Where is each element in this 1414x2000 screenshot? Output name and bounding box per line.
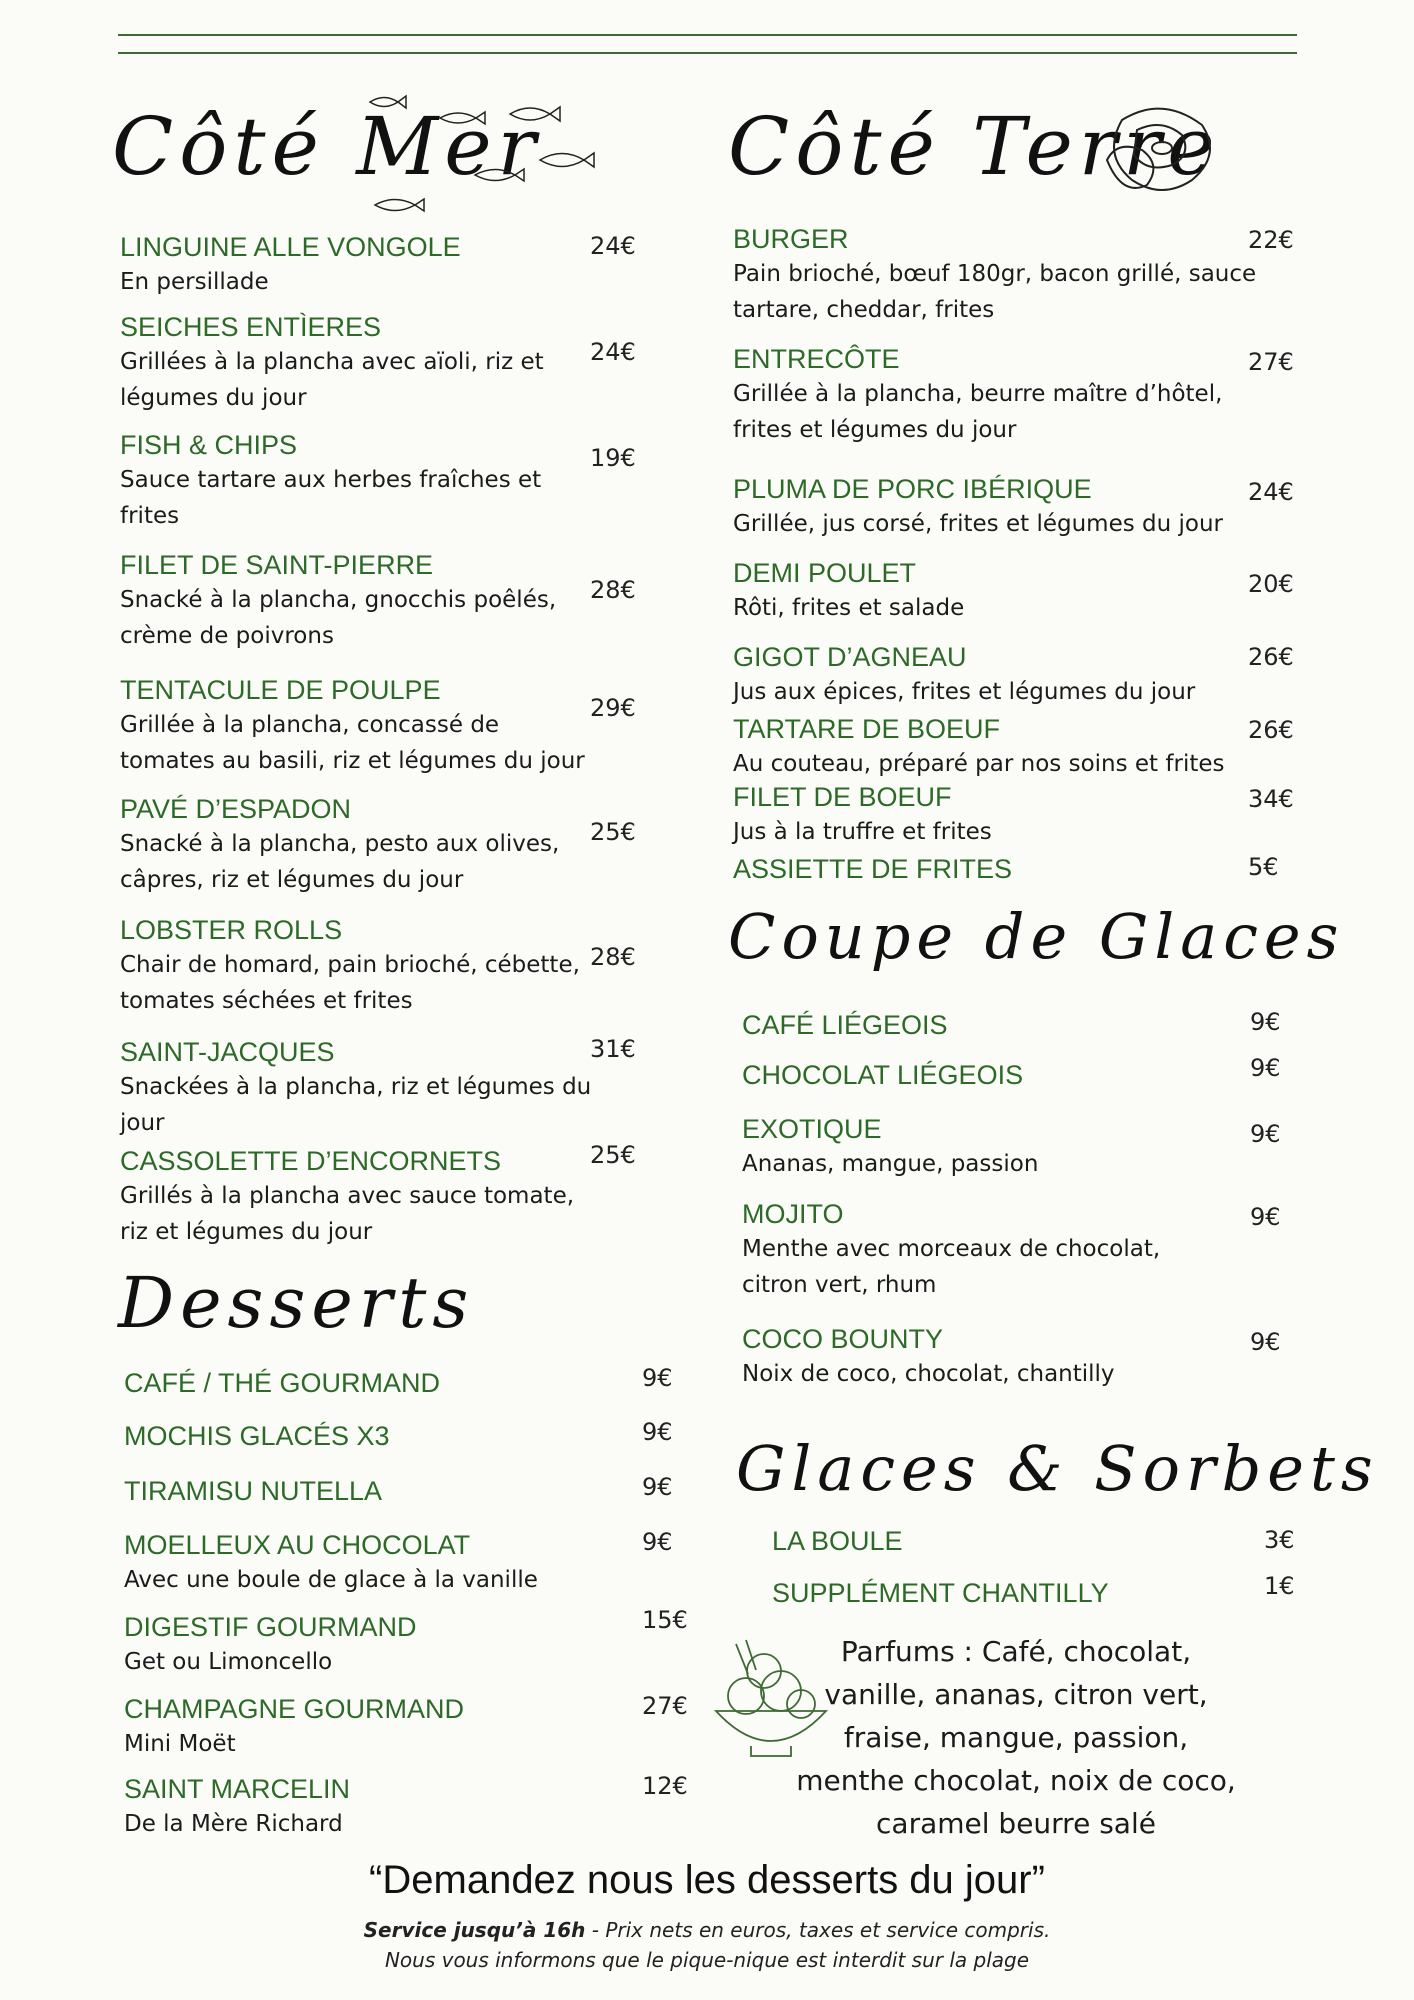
mer-item xyxy=(120,310,600,416)
item-name: TENTACULE DE POULPE xyxy=(120,675,441,705)
item-description: Snacké à la plancha, pesto aux olives, câpres, riz et légumes du jour xyxy=(120,831,560,893)
item-name: CAFÉ LIÉGEOIS xyxy=(742,1010,948,1040)
item-price: 3€ xyxy=(1264,1526,1295,1554)
item-price: 5€ xyxy=(1248,853,1279,881)
mer-item xyxy=(120,673,600,779)
item-name: FILET DE BOEUF xyxy=(733,782,952,812)
top-rule-1 xyxy=(118,34,1297,36)
coupes-item xyxy=(742,1112,1162,1182)
glaces-item xyxy=(772,1524,1192,1558)
item-price: 24€ xyxy=(1248,478,1294,506)
item-price: 9€ xyxy=(1250,1008,1281,1036)
desserts-item xyxy=(124,1528,644,1598)
steak-icon xyxy=(1102,100,1222,200)
coupes-item xyxy=(742,1058,1162,1092)
section-title-terre: Côté Terre xyxy=(728,100,1221,193)
item-price: 20€ xyxy=(1248,570,1294,598)
item-price: 9€ xyxy=(1250,1054,1281,1082)
item-name: LA BOULE xyxy=(772,1526,903,1556)
item-description: Jus aux épices, frites et légumes du jour xyxy=(733,679,1196,705)
item-description: Grillée, jus corsé, frites et légumes du jour xyxy=(733,511,1223,537)
desserts-item xyxy=(124,1610,644,1680)
item-price: 19€ xyxy=(590,444,636,472)
terre-item xyxy=(733,472,1263,542)
item-name: LINGUINE ALLE VONGOLE xyxy=(120,232,461,262)
item-price: 34€ xyxy=(1248,785,1294,813)
item-description: Menthe avec morceaux de chocolat, citron vert, rhum xyxy=(742,1236,1161,1298)
coupes-item xyxy=(742,1322,1162,1392)
item-description: Pain brioché, bœuf 180gr, bacon grillé, sauce tartare, cheddar, frites xyxy=(733,261,1257,323)
item-price: 9€ xyxy=(642,1418,673,1446)
item-description: Sauce tartare aux herbes fraîches et frites xyxy=(120,467,542,529)
item-price: 28€ xyxy=(590,576,636,604)
item-name: COCO BOUNTY xyxy=(742,1324,944,1354)
item-price: 29€ xyxy=(590,694,636,722)
item-name: FILET DE SAINT-PIERRE xyxy=(120,550,434,580)
item-price: 9€ xyxy=(642,1528,673,1556)
mer-item xyxy=(120,1144,600,1250)
item-name: TIRAMISU NUTELLA xyxy=(124,1476,383,1506)
item-name: SAINT-JACQUES xyxy=(120,1037,335,1067)
item-description: Avec une boule de glace à la vanille xyxy=(124,1567,538,1593)
desserts-item xyxy=(124,1366,644,1400)
mer-item xyxy=(120,428,600,534)
item-price: 26€ xyxy=(1248,643,1294,671)
item-price: 22€ xyxy=(1248,226,1294,254)
item-description: Get ou Limoncello xyxy=(124,1649,333,1675)
item-name: SUPPLÉMENT CHANTILLY xyxy=(772,1578,1109,1608)
item-name: CASSOLETTE D’ENCORNETS xyxy=(120,1146,502,1176)
item-name: GIGOT D’AGNEAU xyxy=(733,642,967,672)
desserts-item xyxy=(124,1474,644,1508)
item-description: Au couteau, préparé par nos soins et frites xyxy=(733,751,1225,777)
item-price: 31€ xyxy=(590,1035,636,1063)
item-price: 27€ xyxy=(642,1692,688,1720)
item-name: PAVÉ D’ESPADON xyxy=(120,794,352,824)
item-description: Grillée à la plancha, concassé de tomates au basili, riz et légumes du jour xyxy=(120,712,585,774)
fish-icon xyxy=(360,90,620,220)
coupes-item xyxy=(742,1008,1162,1042)
desserts-item xyxy=(124,1692,644,1762)
footer-title: “Demandez nous les desserts du jour” xyxy=(369,1858,1045,1902)
item-price: 9€ xyxy=(1250,1328,1281,1356)
item-price: 25€ xyxy=(590,1141,636,1169)
item-price: 9€ xyxy=(642,1364,673,1392)
mer-item xyxy=(120,792,600,898)
item-name: PLUMA DE PORC IBÉRIQUE xyxy=(733,474,1092,504)
terre-item xyxy=(733,342,1263,448)
desserts-item xyxy=(124,1772,644,1842)
item-price: 26€ xyxy=(1248,716,1294,744)
item-price: 27€ xyxy=(1248,348,1294,376)
item-price: 9€ xyxy=(1250,1120,1281,1148)
item-price: 24€ xyxy=(590,232,636,260)
top-rule-2 xyxy=(118,52,1297,54)
section-title-mer: Côté Mer xyxy=(112,100,542,193)
item-price: 15€ xyxy=(642,1606,688,1634)
item-price: 1€ xyxy=(1264,1572,1295,1600)
mer-item xyxy=(120,913,600,1019)
item-name: DEMI POULET xyxy=(733,558,917,588)
item-name: TARTARE DE BOEUF xyxy=(733,714,1001,744)
footer-service-note: - Prix nets en euros, taxes et service compris. xyxy=(585,1918,1051,1942)
item-price: 9€ xyxy=(642,1473,673,1501)
item-name: CAFÉ / THÉ GOURMAND xyxy=(124,1368,441,1398)
item-name: CHAMPAGNE GOURMAND xyxy=(124,1694,465,1724)
item-name: SEICHES ENTÌERES xyxy=(120,312,382,342)
item-description: Noix de coco, chocolat, chantilly xyxy=(742,1361,1115,1387)
parfums-text: Parfums : Café, chocolat, vanille, ananas, citron vert, fraise, mangue, passion, menthe chocolat, noix de coco, caramel beurre salé xyxy=(796,1635,1236,1840)
item-description: Snackées à la plancha, riz et légumes du jour xyxy=(120,1074,592,1136)
item-name: FISH & CHIPS xyxy=(120,430,298,460)
mer-item xyxy=(120,230,600,300)
coupes-item xyxy=(742,1197,1162,1303)
item-name: DIGESTIF GOURMAND xyxy=(124,1612,417,1642)
item-description: En persillade xyxy=(120,269,269,295)
item-price: 24€ xyxy=(590,338,636,366)
section-title-coupes: Coupe de Glaces xyxy=(728,900,1345,973)
item-name: ASSIETTE DE FRITES xyxy=(733,854,1013,884)
item-name: LOBSTER ROLLS xyxy=(120,915,343,945)
item-name: MOELLEUX AU CHOCOLAT xyxy=(124,1530,471,1560)
item-name: ENTRECÔTE xyxy=(733,344,900,374)
section-title-glaces: Glaces & Sorbets xyxy=(736,1432,1379,1505)
item-description: Mini Moët xyxy=(124,1731,236,1757)
item-price: 28€ xyxy=(590,943,636,971)
item-price: 9€ xyxy=(1250,1203,1281,1231)
item-description: Chair de homard, pain brioché, cébette, tomates séchées et frites xyxy=(120,952,580,1014)
section-title-desserts: Desserts xyxy=(118,1262,475,1344)
mer-item xyxy=(120,548,600,654)
footer-service-hours: Service jusqu’à 16h xyxy=(363,1918,586,1942)
terre-item xyxy=(733,780,1263,850)
terre-item xyxy=(733,640,1263,710)
terre-item xyxy=(733,556,1263,626)
item-name: MOCHIS GLACÉS X3 xyxy=(124,1421,390,1451)
mer-item xyxy=(120,1035,600,1141)
item-description: Grillées à la plancha avec aïoli, riz et légumes du jour xyxy=(120,349,544,411)
glaces-item xyxy=(772,1576,1192,1610)
terre-item xyxy=(733,222,1263,328)
terre-item xyxy=(733,852,1263,886)
item-name: CHOCOLAT LIÉGEOIS xyxy=(742,1060,1024,1090)
desserts-item xyxy=(124,1419,644,1453)
item-description: Grillée à la plancha, beurre maître d’hôtel, frites et légumes du jour xyxy=(733,381,1223,443)
footer-picnic: Nous vous informons que le pique-nique est interdit sur la plage xyxy=(384,1948,1030,1972)
item-description: Rôti, frites et salade xyxy=(733,595,965,621)
item-description: Ananas, mangue, passion xyxy=(742,1151,1039,1177)
footer-service xyxy=(0,1918,1414,1942)
item-price: 12€ xyxy=(642,1772,688,1800)
item-description: Jus à la truffre et frites xyxy=(733,819,992,845)
item-description: Snacké à la plancha, gnocchis poêlés, crème de poivrons xyxy=(120,587,557,649)
item-name: MOJITO xyxy=(742,1199,844,1229)
terre-item xyxy=(733,712,1263,782)
item-name: EXOTIQUE xyxy=(742,1114,882,1144)
item-price: 25€ xyxy=(590,818,636,846)
item-name: SAINT MARCELIN xyxy=(124,1774,351,1804)
item-description: De la Mère Richard xyxy=(124,1811,343,1837)
item-name: BURGER xyxy=(733,224,849,254)
item-description: Grillés à la plancha avec sauce tomate, riz et légumes du jour xyxy=(120,1183,575,1245)
